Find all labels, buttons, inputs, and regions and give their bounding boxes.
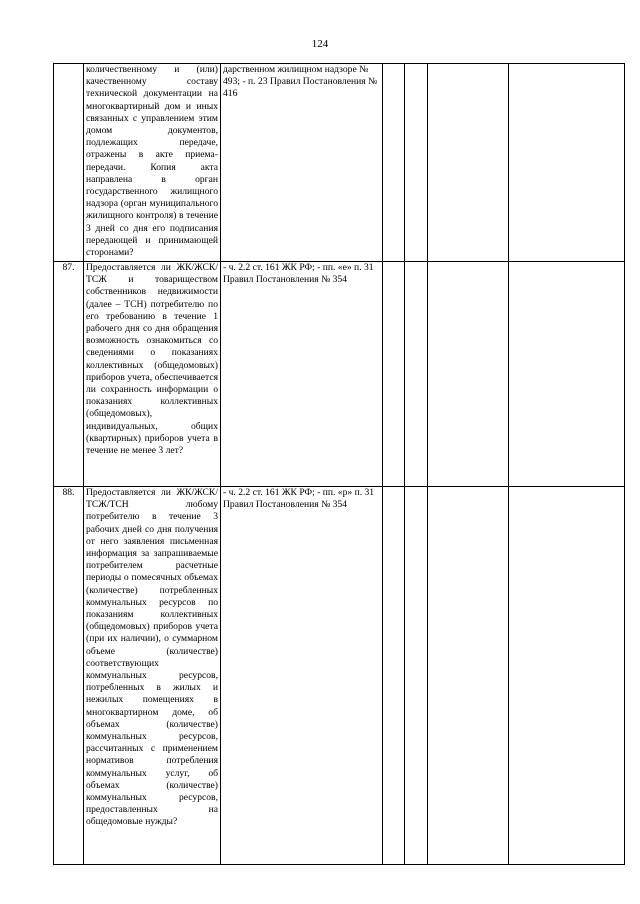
requirement-text: Предоставляется ли ЖК/ЖСК/ТСЖ/ТСН любому потребителю в течение 3 рабочих дней со дня получения от него заявления письменная информация за запрашиваемые потребителем расчетные периоды о помесячных объемах (количестве) потребленных коммунальных ресурсов по показаниям коллективных (общедомовых) приборов учета (при их наличии), о суммарном объеме (количестве) соответствующих коммунальных ресурсов, потребленных в жилых и нежилых помещениях в многоквартирном доме, об объемах (количестве) коммунальных ресурсов, рассчитанных с применением нормативов потребления коммунальных услуг, об объемах (количестве) коммунальных ресурсов, предоставленных на общедомовые нужды? (84, 487, 221, 865)
legal-reference: - ч. 2.2 ст. 161 ЖК РФ; - пп. «е» п. 31 Правил Постановления № 354 (221, 262, 383, 487)
legal-reference: - ч. 2.2 ст. 161 ЖК РФ; - пп. «р» п. 31 Правил Постановления № 354 (221, 487, 383, 865)
table-row (54, 487, 625, 865)
empty-cell (405, 64, 428, 262)
empty-cell (428, 487, 509, 865)
legal-reference: дарственном жилищном надзоре № 493; - п. 23 Правил Постановления № 416 (221, 64, 383, 262)
checklist-table (53, 63, 625, 865)
empty-cell (383, 64, 405, 262)
empty-cell (428, 262, 509, 487)
empty-cell (509, 262, 625, 487)
row-number (54, 64, 84, 262)
empty-cell (405, 262, 428, 487)
empty-cell (509, 487, 625, 865)
empty-cell (509, 64, 625, 262)
requirement-text: Предоставляется ли ЖК/ЖСК/ТСЖ и товариществом собственников недвижимости (далее – ТСН) потребителю по его требованию в течение 1 рабочего дня со дня обращения возможность ознакомиться со сведениями о показаниях коллективных (общедомовых) приборов учета, обеспечивается ли сохранность информации о показаниях коллективных (общедомовых), индивидуальных, общих (квартирных) приборов учета в течение не менее 3 лет? (84, 262, 221, 487)
empty-cell (383, 262, 405, 487)
row-number: 88. (54, 487, 84, 865)
empty-cell (428, 64, 509, 262)
empty-cell (383, 487, 405, 865)
page-number: 124 (311, 38, 329, 50)
empty-cell (405, 487, 428, 865)
row-number: 87. (54, 262, 84, 487)
table-row (54, 64, 625, 262)
table-row (54, 262, 625, 487)
requirement-text: количественному и (или) качественному составу технической документации на многоквартирный дом и иных связанных с управлением этим домом документов, подлежащих передаче, отражены в акте приема-передачи. Копия акта направлена в орган государственного жилищного надзора (орган муниципального жилищного контроля) в течение 3 дней со дня его подписания передающей и принимающей сторонами? (84, 64, 221, 262)
